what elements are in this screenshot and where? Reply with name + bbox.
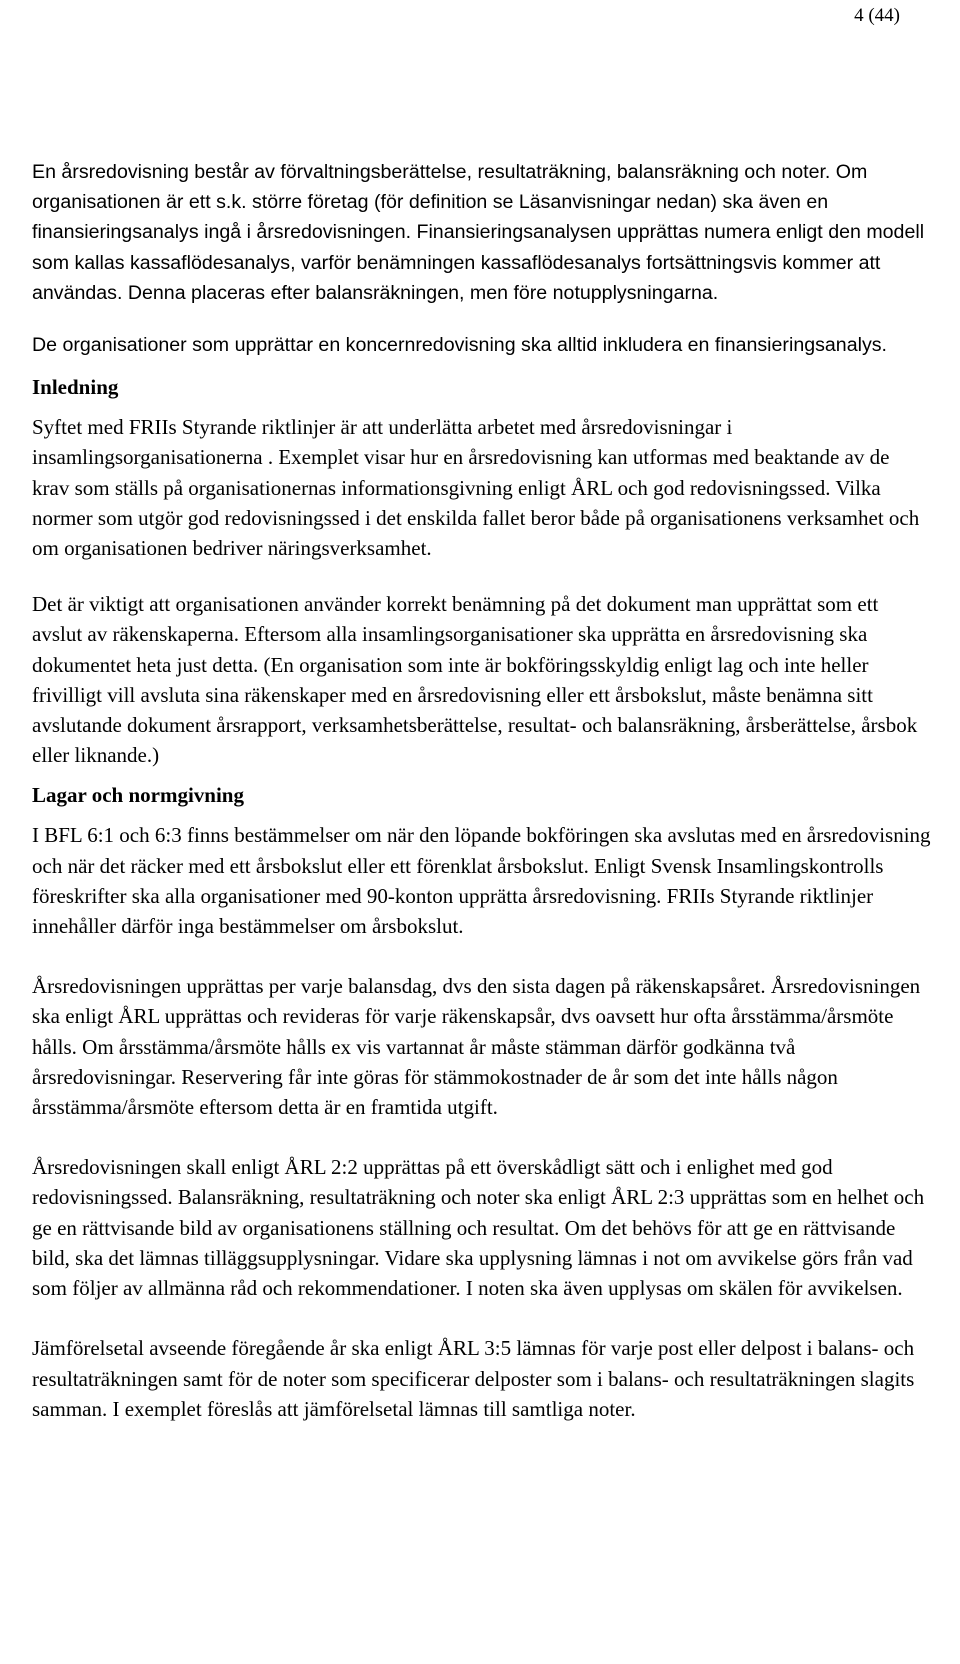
lagar-paragraph-1: I BFL 6:1 och 6:3 finns bestämmelser om när den löpande bokföringen ska avslutas med en årsredovisning och när det räcker med ett årsbokslut eller ett förenklat årsbokslut. Enligt Svensk Insamlingskontrolls föreskrifter ska alla organisationer med 90-konton upprätta årsredovisning. FRIIs Styrande riktlinjer innehåller därför inga bestämmelser om årsbokslut. <box>32 823 931 939</box>
inledning-paragraph-2: Det är viktigt att organisationen använder korrekt benämning på det dokument man upprättat som ett avslut av räkenskaperna. Eftersom alla insamlingsorganisationer ska upprätta en årsredovisning ska dokumentet heta just detta. (En organisation som inte är bokföringsskyldig enligt lag och inte heller frivilligt vill avsluta sina räkenskaper med en årsredovisning eller ett årsbokslut, måste benämna sitt avslutande dokument årsrapport, verksamhetsberättelse, resultat- och balansräkning, årsberättelse, årsbok eller liknande.) <box>32 592 918 768</box>
intro-paragraph <box>32 157 932 308</box>
document-body <box>32 157 932 1424</box>
lagar-paragraph-2: Årsredovisningen upprättas per varje balansdag, dvs den sista dagen på räkenskapsåret. Årsredovisningen ska enligt ÅRL upprättas och revideras för varje räkenskapsår, dvs oavsett hur ofta årsstämma/årsmöte hålls. Om årsstämma/årsmöte hålls ex vis vartannat år måste stämman därför godkänna två årsredovisningar. Reservering får inte göras för stämmokostnader de år som det inte hålls någon årsstämma/årsmöte eftersom detta är en framtida utgift. <box>32 974 921 1120</box>
inledning-paragraph-1: Syftet med FRIIs Styrande riktlinjer är att underlätta arbetet med årsredovisningar i insamlingsorganisationerna . Exemplet visar hur en årsredovisning kan utformas med beaktande av de krav som ställs på organisationernas informationsgivning enligt ÅRL och god redovisningssed. Vilka normer som utgör god redovisningssed i det enskilda fallet beror både på organisationens verksamhet och om organisationen bedriver näringsverksamhet. <box>32 415 920 561</box>
intro-text: En årsredovisning består av förvaltningsberättelse, resultaträkning, balansräkning och noter. Om organisationen är ett s.k. större företag (för definition se Läsanvisningar nedan) ska även en finansieringsanalys ingå i årsredovisningen. <box>32 161 868 244</box>
page-number: 4 (44) <box>854 5 900 26</box>
lagar-paragraph-4: Jämförelsetal avseende föregående år ska enligt ÅRL 3:5 lämnas för varje post eller delpost i balans- och resultaträkningen samt för de noter som specificerar delposter som i balans- och resultaträkningen slagits samman. I exemplet föreslås att jämförelsetal lämnas till samtliga noter. <box>32 1336 915 1421</box>
koncern-paragraph: De organisationer som upprättar en koncernredovisning ska alltid inkludera en finansieringsanalys. <box>32 334 887 357</box>
lagar-paragraph-3: Årsredovisningen skall enligt ÅRL 2:2 upprättas på ett överskådligt sätt och i enlighet med god redovisningssed. Balansräkning, resultaträkning och noter ska enligt ÅRL 2:3 upprättas som en helhet och ge en rättvisande bild av organisationens ställning och resultat. Om det behövs för att ge en rättvisande bild, ska det lämnas tilläggsupplysningar. Vidare ska upplysning lämnas i not om avvikelse görs från vad som följer av allmänna råd och rekommendationer. I noten ska även upplysas om skälen för avvikelsen. <box>32 1155 925 1301</box>
section-heading-inledning: Inledning <box>32 375 119 400</box>
section-heading-lagar: Lagar och normgivning <box>32 783 244 808</box>
intro-text-continued: Finansieringsanalysen upprättas numera enligt den modell som kallas kassaflödesanalys, varför benämningen kassaflödesanalys fortsättningsvis kommer att användas. Denna placeras efter balansräkningen, men före notupplysningarna. <box>32 221 925 304</box>
